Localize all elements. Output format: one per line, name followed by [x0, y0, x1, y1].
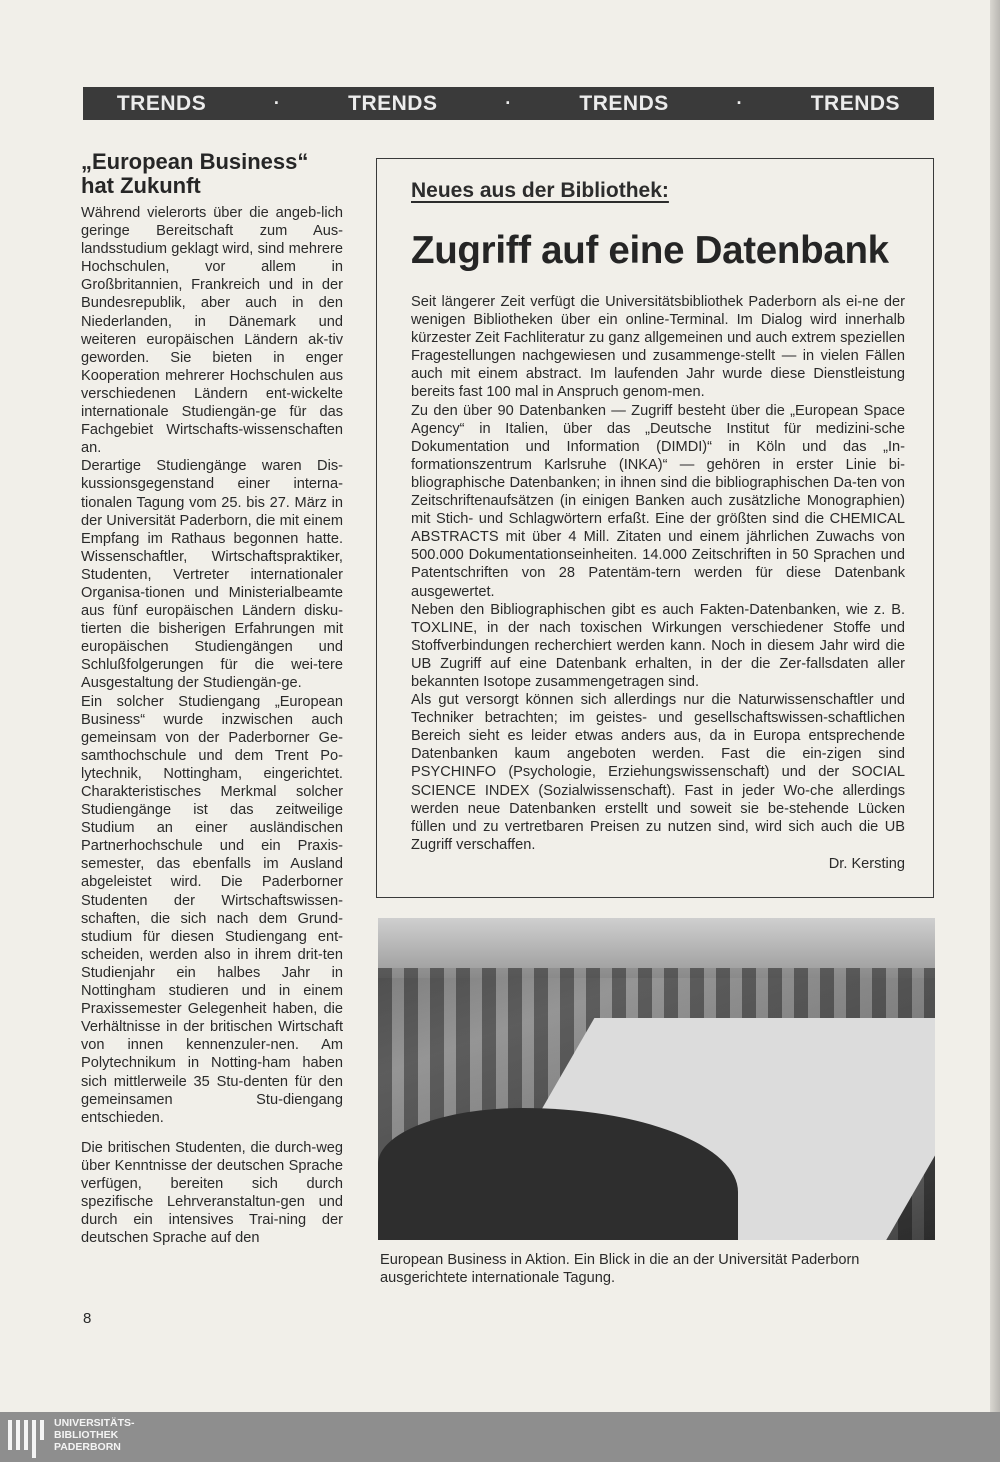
box-kicker: Neues aus der Bibliothek: — [411, 179, 669, 202]
paragraph: Derartige Studiengänge waren Dis-kussionsgegenstand einer interna-tionalen Tagung vom 25. bis 27. März in der Universität Paderborn, die mit einem Empfang im Rathaus begonnen hatte. Wissenschaftler, Wirtschaftspraktiker, Studenten, Vertreter internationaler Organisa-tionen und Ministerialbeamte aus fünf europäischen Ländern disku-tierten die bisherigen Erfahrungen mit europäischen Studiengängen und Schlußfolgerungen für die wei-tere Ausgestaltung der Studiengän-ge. — [81, 458, 343, 692]
conference-photo — [378, 918, 935, 1240]
library-logo-icon — [6, 1416, 48, 1458]
box-body — [411, 293, 905, 854]
paragraph: Die britischen Studenten, die durch-weg über Kenntnisse der deutschen Sprache verfügen, bereiten sich durch spezifische Lehrveranstaltun-gen und durch ein intensives Trai-ning der deutschen Sprache auf den — [81, 1139, 343, 1247]
page-number: 8 — [83, 1310, 92, 1327]
banner-word: TRENDS — [116, 91, 207, 115]
banner-word: TRENDS — [348, 91, 438, 115]
library-news-box — [376, 158, 934, 898]
paragraph: Zu den über 90 Datenbanken — Zugriff besteht über die „European Space Agency“ in Italien, über das „Deutsche Institut für medizini-sche Dokumentation und Information (DIMDI)“ in Köln und das „In-formationszentrum Karlsruhe (INKA)“ — gehören in erster Linie bi-bliographische Datenbanken; in ihnen sind die bibliographischen Da-ten von Zeitschriftenaufsätzen (in einigen Banken auch zusätzliche Monographien) mit Stich- und Schlagwörtern erfaßt. Eine der größten sind die CHEMICAL ABSTRACTS mit über 4 Mill. Zitaten und einem jährlichen Zuwachs von 500.000 Dokumentationseinheiten. 14.000 Zeitschriften in 50 Sprachen und Patentschriften von 28 Patentäm-tern werden für diese Datenbank ausgewertet. — [411, 402, 905, 600]
banner-separator: · — [505, 93, 512, 113]
author-signature: Dr. Kersting — [828, 855, 905, 872]
paragraph: Als gut versorgt können sich allerdings nur die Naturwissenschaftler und Techniker betrachten; im geistes- und gesellschaftswissen-schaftlichen Bereich sieht es leider etwas anders aus, da in Europa entsprechende Datenbanken kaum angeboten werden. Fast die ein-zigen sind PSYCHINFO (Psychologie, Erziehungswissenschaft) und der SOCIAL SCIENCE INDEX (Sozialwissenschaft). Fast in jeder Wo-che allerdings werden neue Datenbanken erstellt und soweit sie be-stehende Lücken füllen und zu vertretbaren Preisen zu nutzen sind, wird sich auch die UB Zugriff verschaffen. — [411, 692, 905, 853]
left-article — [81, 150, 343, 1247]
banner-word: TRENDS — [579, 91, 669, 115]
trends-banner — [83, 87, 934, 120]
paragraph: Ein solcher Studiengang „European Business“ wurde inzwischen auch gemeinsam von der Paderborner Ge-samthochschule und dem Trent Po-lytechnik, Nottingham, eingerichtet. Charakteristisches Merkmal solcher Studiengänge ist das zeitweilige Studium an einer ausländischen Partnerhochschule und ein Praxis-semester, das ebenfalls im Ausland abgeleistet wird. Die Paderborner Studenten der Wirtschaftswissen-schaften, die sich nach dem Grund-studium für diesen Studiengang ent-scheiden, werden also in ihrem drit-ten Studienjahr ein halbes Jahr in Nottingham studieren und in einem Praxissemester Gelegenheit haben, die Verhältnisse in der britischen Wirtschaft von innen kennenzuler-nen. Am Polytechnikum in Notting-ham haben sich mittlerweile 35 Stu-denten für den gemeinsamen Stu-diengang entschieden. — [81, 693, 343, 1126]
library-name — [54, 1417, 135, 1453]
banner-separator: · — [273, 93, 281, 113]
left-article-title: „European Business“ hat Zukunft — [81, 149, 309, 198]
paragraph: Neben den Bibliographischen gibt es auch Fakten-Datenbanken, wie z. B. TOXLINE, in der nach toxischen Wirkungen verschiedener Stoffe und Stoffverbindungen recherchiert werden kann. Noch in diesem Jahr wird die UB Zugriff auf eine Datenbank erhalten, in der die Zer-fallsdaten aller bekannten Isotope zusammengetragen sind. — [411, 601, 905, 690]
left-article-body — [81, 204, 343, 1247]
library-name-line: BIBLIOTHEK — [54, 1429, 119, 1441]
box-headline: Zugriff auf eine Datenbank — [411, 229, 889, 272]
banner-word: TRENDS — [810, 91, 901, 115]
paragraph: Seit längerer Zeit verfügt die Universitätsbibliothek Paderborn als ei-ne der wenigen Bibliotheken über ein online-Terminal. Im Dialog wird innerhalb kürzester Zeit Fachliteratur zu ganz allgemeinen und auch extrem speziellen Fragestellungen nachgewiesen und zusammenge-stellt — in vielen Fällen auch mit einem abstract. Im laufenden Jahr wurde diese Dienstleistung bereits fast 100 mal in Anspruch genom-men. — [411, 294, 905, 401]
page-edge — [990, 0, 1000, 1412]
library-name-line: UNIVERSITÄTS- — [54, 1417, 135, 1429]
banner-separator: · — [736, 93, 743, 113]
library-name-line: PADERBORN — [54, 1441, 121, 1453]
library-footer — [0, 1412, 1000, 1462]
photo-caption: European Business in Aktion. Ein Blick in die an der Universität Paderborn ausgerichtete internationale Tagung. — [380, 1252, 860, 1286]
paragraph: Während vielerorts über die angeb-lich geringe Bereitschaft zum Aus-landsstudium geklagt wird, sind mehrere Hochschulen, vor allem in Großbritannien, Frankreich und in der Bundesrepublik, aber auch in den Niederlanden, in Dänemark und weiteren europäischen Ländern ak-tiv geworden. Sie bieten in enger Kooperation mehrerer Hochschulen aus verschiedenen Ländern ent-wickelte internationale Studiengän-ge für das Fachgebiet Wirtschafts-wissenschaften an. — [81, 205, 343, 457]
